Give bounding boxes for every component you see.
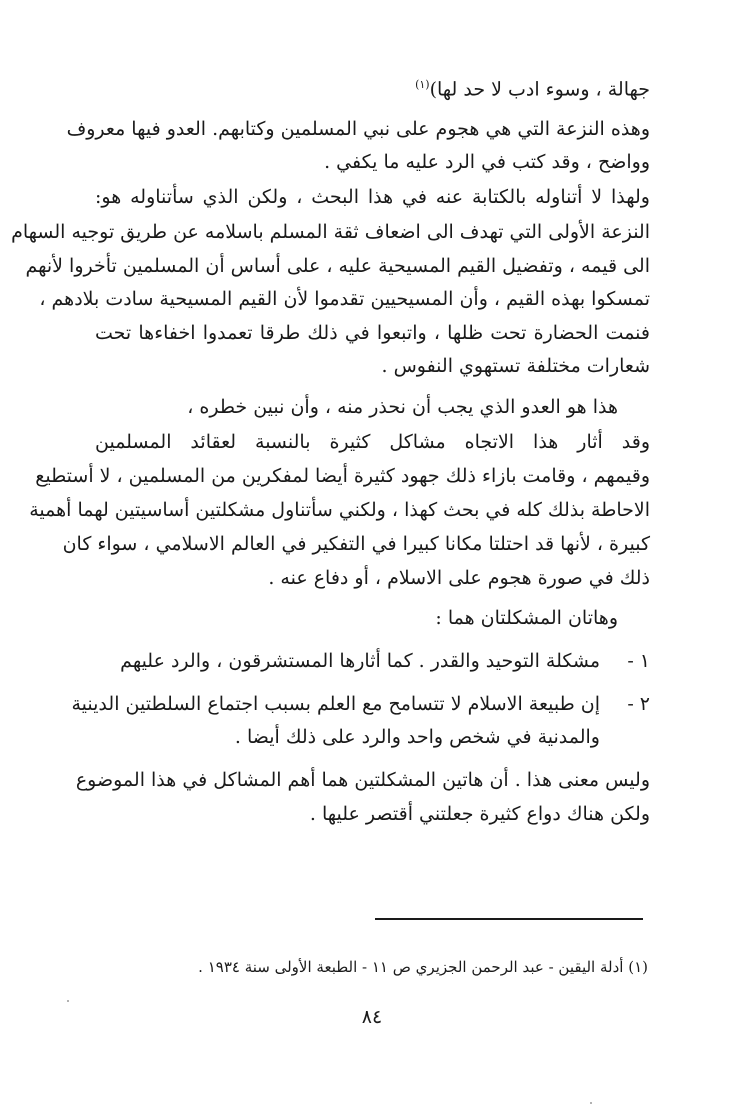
page-number: ٨٤ <box>361 1006 383 1028</box>
text-line-10: هذا هو العدو الذي يجب أن نحذر منه ، وأن نبين خطره ، <box>187 396 618 418</box>
footnote: (١) أدلة اليقين - عبد الرحمن الجزيري ص ١١ - الطبعة الأولى سنة ١٩٣٤ . <box>198 958 648 976</box>
list-item-2-number: ٢ - <box>627 693 650 715</box>
text-line-4: ولهذا لا أتناوله بالكتابة عنه في هذا البحث ، ولكن الذي سأتناوله هو: <box>95 186 650 208</box>
text-line-6: الى قيمه ، وتفضيل القيم المسيحية عليه ، على أساس أن المسلمين تأخروا لأنهم <box>25 255 650 277</box>
text-line-15: ذلك في صورة هجوم على الاسلام ، أو دفاع عنه . <box>268 567 650 589</box>
list-item-2-text-line-1: إن طبيعة الاسلام لا تتسامح مع العلم بسبب اجتماع السلطتين الدينية <box>71 693 600 715</box>
text-line-3: وواضح ، وقد كتب في الرد عليه ما يكفي . <box>324 151 650 173</box>
list-item-1-text: مشكلة التوحيد والقدر . كما أثارها المستشرقون ، والرد عليهم <box>120 650 600 672</box>
list-item-1-number: ١ - <box>627 650 650 672</box>
text-line-1-content: جهالة ، وسوء ادب لا حد لها) <box>429 78 650 101</box>
paper-speck <box>590 1102 592 1104</box>
text-line-5: النزعة الأولى التي تهدف الى اضعاف ثقة المسلم باسلامه عن طريق توجيه السهام <box>11 221 650 243</box>
text-line-12: وقيمهم ، وقامت بازاء ذلك جهود كثيرة أيضا لمفكرين من المسلمين ، لا أستطيع <box>35 465 650 487</box>
paper-speck <box>67 1000 69 1002</box>
text-line-9: شعارات مختلفة تستهوي النفوس . <box>381 355 650 377</box>
footnote-divider <box>375 918 643 920</box>
text-line-11: وقد أثار هذا الاتجاه مشاكل كثيرة بالنسبة لعقائد المسلمين <box>95 431 650 453</box>
text-line-14: كبيرة ، لأنها قد احتلتا مكانا كبيرا في التفكير في العالم الاسلامي ، سواء كان <box>62 533 650 555</box>
text-line-8: فنمت الحضارة تحت ظلها ، واتبعوا في ذلك طرقا تعمدوا اخفاءها تحت <box>95 322 650 344</box>
text-line-18: ولكن هناك دواع كثيرة جعلتني أقتصر عليها . <box>309 803 650 825</box>
footnote-marker: (١) <box>415 78 430 91</box>
text-line-1 <box>95 70 650 100</box>
text-line-16: وهاتان المشكلتان هما : <box>435 607 618 629</box>
text-line-2: وهذه النزعة التي هي هجوم على نبي المسلمين وكتابهم. العدو فيها معروف <box>66 118 650 140</box>
text-line-7: تمسكوا بهذه القيم ، وأن المسيحيين تقدموا لأن القيم المسيحية سادت بلادهم ، <box>39 288 650 310</box>
text-line-13: الاحاطة بذلك كله في بحث كهذا ، ولكني سأتناول مشكلتين أساسيتين لهما أهمية <box>29 499 650 521</box>
text-line-17: وليس معنى هذا . أن هاتين المشكلتين هما أهم المشاكل في هذا الموضوع <box>75 769 650 791</box>
list-item-2-text-line-2: والمدنية في شخص واحد والرد على ذلك أيضا . <box>234 726 600 748</box>
